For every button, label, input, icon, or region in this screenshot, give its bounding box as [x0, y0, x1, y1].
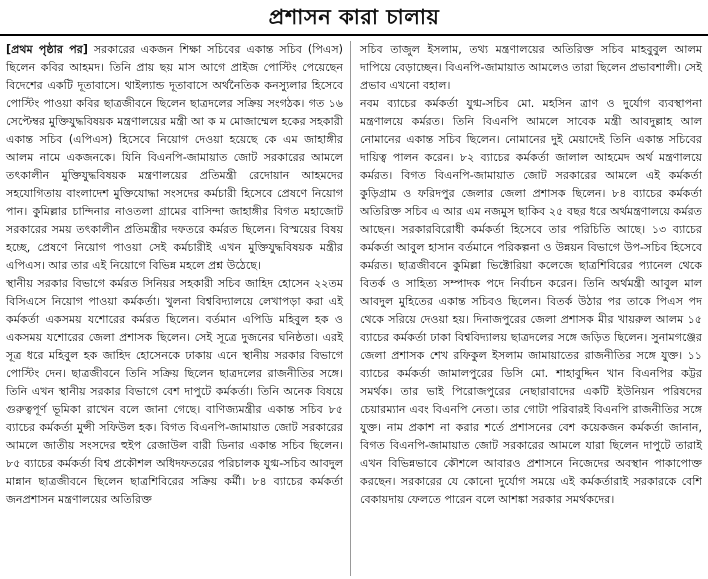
left-column [6, 41, 343, 509]
left-paragraph-2: স্থানীয় সরকার বিভাগে কর্মরত সিনিয়র সহকারী সচিব জাহিদ হোসেন ২২তম বিসিএসে নিয়োগ পাওয়া কর্মকর্তা। খুলনা বিশ্ববিদ্যালয়ে লেখাপড়া করা এই কর্মকর্তা একসময় যশোরের কর্মরত ছিলেন। বর্তমান এপিডি মহিবুল হক ও একসময় যশোরের জেলা প্রশাসক ছিলেন। সেই সূত্রে দুজনের ঘনিষ্ঠতা। এরই সূত্র ধরে মহিবুল হক জাহিদ হোসেনকে ঢাকায় এনে স্থানীয় সরকার বিভাগে পোস্টিং দেন। ছাত্রজীবনে তিনি সক্রিয় ছিলেন ছাত্রদলের রাজনীতির সঙ্গে। তিনি এখন স্থানীয় সরকার বিভাগে বেশ দাপুটে কর্মকর্তা। তিনি অনেক বিষয়ে গুরুত্বপূর্ণ ভূমিকা রাখেন বলে জানা গেছে। বাণিজ্যমন্ত্রীর একান্ত সচিব ৮৫ ব্যাচের কর্মকর্তা মুন্সী সফিউল হক। বিগত বিএনপি-জামায়াত জোট সরকারের আমলে জাতীয় সংসদের হুইপ রেজাউল বারী ডিনার একান্ত সচিব ছিলেন। ৮৫ ব্যাচের কর্মকর্তা বিশ্ব প্রকৌশল অধিদফতরের পরিচালক যুগ্ম-সচিব আবদুল মান্নান ছাত্রজীবনে ছিলেন ছাত্রশিবিরের সক্রিয় কর্মী। ৮৪ ব্যাচের কর্মকর্তা জনপ্রশাসন মন্ত্রণালয়ের অতিরিক্ত [6, 277, 343, 507]
right-column [360, 41, 702, 509]
article-headline: প্রশাসন কারা চালায় [268, 5, 440, 29]
right-paragraph-2: নবম ব্যাচের কর্মকর্তা যুগ্ম-সচিব মো. মহসিন ত্রাণ ও দুর্যোগ ব্যবস্থাপনা মন্ত্রণালয়ে কর্মরত। তিনি বিএনপি আমলে সাবেক মন্ত্রী আবদুল্লাহ আল নোমানের একান্ত সচিব ছিলেন। নোমানের দুই মেয়াদেই তিনি একান্ত সচিবের দায়িত্ব পালন করেন। ৮২ ব্যাচের কর্মকর্তা জালাল আহমেদ অর্থ মন্ত্রণালয়ে কর্মরত। বিগত বিএনপি-জামায়াত জোট সরকারের আমলে এই কর্মকর্তা কুড়িগ্রাম ও ফরিদপুর জেলার জেলা প্রশাসক ছিলেন। ৮৪ ব্যাচের কর্মকর্তা অতিরিক্ত সচিব এ আর এম নজমুস ছাকিব ২৫ বছর ধরে অর্থমন্ত্রণালয়ে কর্মরত আছেন। সরকারবিরোধী কর্মকর্তা হিসেবে তার পরিচিতি আছে। ১৩ ব্যাচের কর্মকর্তা আবুল হাসান বর্তমানে পরিকল্পনা ও উন্নয়ন বিভাগে উপ-সচিব হিসেবে কর্মরত। ছাত্রজীবনে কুমিল্লা ভিক্টোরিয়া কলেজে ছাত্রশিবিরের প্যানেল থেকে বিতর্ক ও সাহিত্য সম্পাদক পদে নির্বাচন করেন। তিনি অর্থমন্ত্রী আবুল মাল আবদুল মুহিতের একান্ত সচিবও ছিলেন। বিতর্ক উঠার পর তাকে পিএস পদ থেকে সরিয়ে দেওয়া হয়। দিনাজপুরের জেলা প্রশাসক মীর খায়রুল আলম ১৫ ব্যাচের কর্মকর্তা ঢাকা বিশ্ববিদ্যালয় ছাত্রদলের সঙ্গে জড়িত ছিলেন। সুনামগঞ্জের জেলা প্রশাসক শেখ রফিকুল ইসলাম জামায়াতের রাজনীতির সঙ্গে যুক্ত। ১১ ব্যাচের কর্মকর্তা জামালপুরের ডিসি মো. শাহাবুদ্দিন খান বিএনপির কট্টর সমর্থক। তার ভাই পিরোজপুরের নেছারাবাদের একটি ইউনিয়ন পরিষদের চেয়ারম্যান এবং বিএনপি নেতা। তার গোটা পরিবারই বিএনপি রাজনীতির সঙ্গে যুক্ত। নাম প্রকাশ না করার শর্তে প্রশাসনের বেশ কয়েকজন কর্মকর্তা জানান, বিগত বিএনপি-জামায়াত জোট সরকারের আমলে যারা ছিলেন দাপুটে তারাই এখন বিভিন্নভাবে কৌশলে আবারও প্রশাসনে নিজেদের অবস্থান পাকাপোক্ত করছেন। সরকারের যে কোনো দুর্যোগ সময়ে এই কর্মকর্তারাই সরকারকে বেশি বেকায়দায় ফেলতে পারেন বলে আশঙ্কা সরকার সমর্থকদের। [360, 97, 702, 507]
headline-rule [0, 34, 708, 36]
continuation-tag: [প্রথম পৃষ্ঠার পর] [6, 43, 88, 56]
left-paragraph-1 [6, 41, 343, 275]
column-divider [350, 41, 351, 576]
article-headline-bar [0, 0, 708, 36]
right-paragraph-1: সচিব তাজুল ইসলাম, তথ্য মন্ত্রণালয়ের অতিরিক্ত সচিব মাহবুবুল আলম দাপিয়ে বেড়াচ্ছেন। বিএনপি-জামায়াত আমলেও তারা ছিলেন প্রভাবশালী। সেই প্রভাব এখনো বহাল। [360, 43, 702, 93]
left-paragraph-1-text: সরকারের একজন শিক্ষা সচিবের একান্ত সচিব (পিএস) ছিলেন কবির আহমদ। তিনি প্রায় ছয় মাস আগে প্রাইজ পোস্টিং পেয়েছেন বিদেশের একটি দূতাবাসে। থাইল্যান্ড দূতাবাসে অর্থনৈতিক কনস্যুলার হিসেবে পোস্টিং পাওয়া কবির ছাত্রজীবনে ছিলেন ছাত্রদলের সক্রিয় সংগঠক। গত ১৬ সেপ্টেম্বর মুক্তিযুদ্ধবিষয়ক মন্ত্রণালয়ের মন্ত্রী আ ক ম মোজাম্মেল হকের সহকারী একান্ত সচিব (এপিএস) হিসেবে নিয়োগ দেওয়া হয়েছে কে এম জাহাঙ্গীর আলম নামে একজনকে। যিনি বিএনপি-জামায়াত জোট সরকারের আমলে তৎকালীন মুক্তিযুদ্ধবিষয়ক মন্ত্রণালয়ের প্রতিমন্ত্রী রেদোয়ান আহমদের সহযোগিতায় বাংলাদেশ মুক্তিযোদ্ধা সংসদের কর্মচারী হিসেবে প্রেষণে নিয়োগ পান। কুমিল্লার চান্দিনার নাওতলা গ্রামের বাসিন্দা জাহাঙ্গীর বিগত মহাজোট সরকারের সময় তৎকালীন প্রতিমন্ত্রীর দফতরে কর্মরত ছিলেন। বিস্ময়ের বিষয় হচ্ছে, প্রেষণে নিয়োগ পাওয়া সেই কর্মচারীই এখন মুক্তিযুদ্ধবিষয়ক মন্ত্রীর এপিএস। আর তার এই নিয়োগে বিভিন্ন মহলে প্রশ্ন উঠেছে। [6, 43, 344, 273]
